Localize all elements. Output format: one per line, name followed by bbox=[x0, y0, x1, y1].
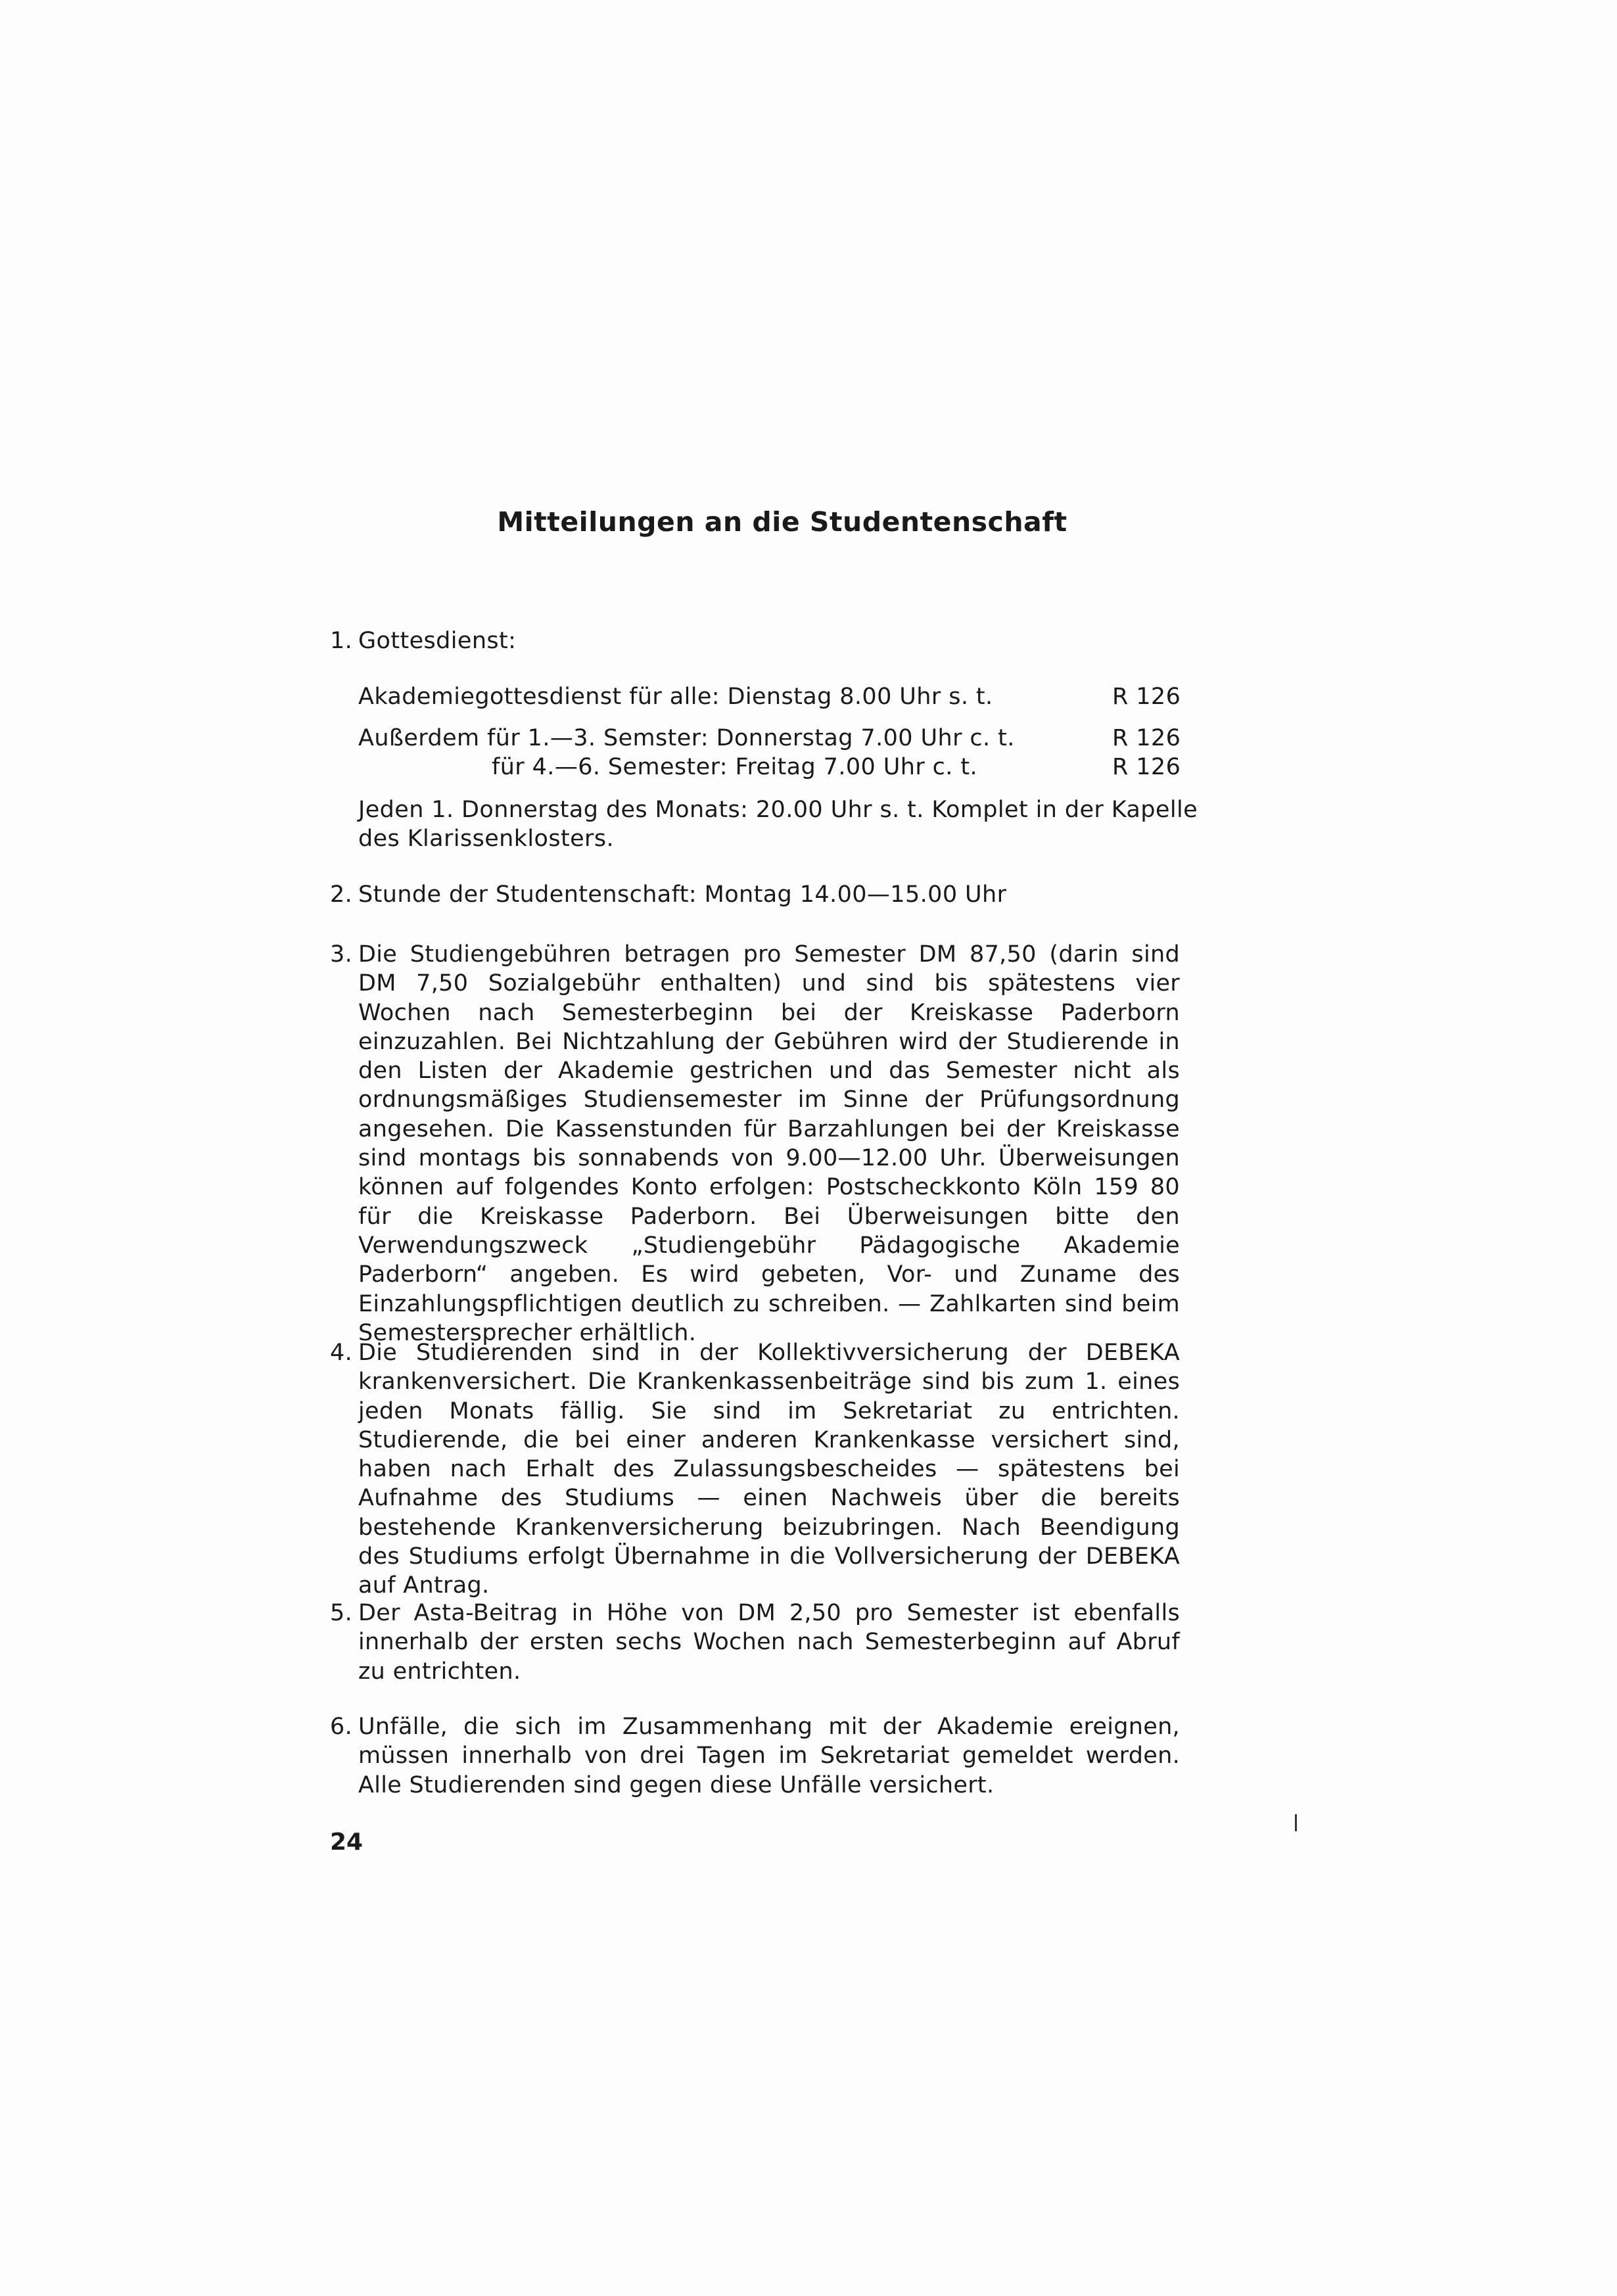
section-2-text: Stunde der Studentenschaft: Montag 14.00—15.00 Uhr bbox=[358, 881, 1007, 908]
section-4-text: Die Studierenden sind in der Kollektivversicherung der DEBEKA krankenversichert. Die Krankenkassenbeiträge sind bis zum 1. eines jeden Monats fällig. Sie sind im Sekretariat zu entrichten. Studierende, die bei einer anderen Krankenkasse versichert sind, haben nach Erhalt des Zulassungsbescheides — spätestens bei Aufnahme des Studiums — einen Nachweis über die bereits bestehende Krankenversicherung beizubringen. Nach Beendigung des Studiums erfolgt Übernahme in die Vollversicherung der DEBEKA auf Antrag. bbox=[358, 1340, 1180, 1599]
schedule-row-2-room: R 126 bbox=[1112, 725, 1181, 751]
schedule-row-3-room: R 126 bbox=[1112, 754, 1181, 780]
section-4-number: 4. bbox=[330, 1340, 353, 1366]
section-6-text: Unfälle, die sich im Zusammenhang mit der Akademie ereignen, müssen innerhalb von drei Tagen im Sekretariat gemeldet werden. Alle Studierenden sind gegen diese Unfälle versichert. bbox=[358, 1714, 1180, 1798]
schedule-row-1-room: R 126 bbox=[1112, 684, 1181, 710]
section-1-note-line-1: Jeden 1. Donnerstag des Monats: 20.00 Uhr s. t. Komplet in der Kapelle bbox=[358, 797, 1198, 823]
section-3-text: Die Studiengebühren betragen pro Semester DM 87,50 (darin sind DM 7,50 Sozialgebühr enthalten) und sind bis spätestens vier Wochen nach Semesterbeginn bei der Kreiskasse Paderborn einzuzahlen. Bei Nichtzahlung der Gebühren wird der Studierende in den Listen der Akademie gestrichen und das Semester nicht als ordnungsmäßiges Studiensemester im Sinne der Prüfungsordnung angesehen. Die Kassenstunden für Barzahlungen bei der Kreiskasse sind montags bis sonnabends von 9.00—12.00 Uhr. Überweisungen können auf folgendes Konto erfolgen: Postscheckkonto Köln 159 80 für die Kreiskasse Paderborn. Bei Überweisungen bitte den Verwendungszweck „Studiengebühr Pädagogische Akademie Paderborn“ angeben. Es wird gebeten, Vor- und Zuname des Einzahlungspflichtigen deutlich zu schreiben. — Zahlkarten sind beim Semestersprecher erhältlich. bbox=[358, 941, 1180, 1346]
margin-mark bbox=[1295, 1814, 1297, 1831]
page-title: Mitteilungen an die Studentenschaft bbox=[497, 506, 1067, 538]
schedule-row-2-label: Außerdem für 1.—3. Semster: Donnerstag 7.00 Uhr c. t. bbox=[358, 725, 1015, 751]
section-1-note-line-2: des Klarissenklosters. bbox=[358, 826, 614, 852]
section-2-number: 2. bbox=[330, 881, 353, 908]
page-number: 24 bbox=[330, 1829, 363, 1856]
section-3-number: 3. bbox=[330, 941, 353, 968]
section-1-heading: Gottesdienst: bbox=[358, 628, 517, 654]
section-5-text: Der Asta-Beitrag in Höhe von DM 2,50 pro Semester ist ebenfalls innerhalb der ersten sechs Wochen nach Semesterbeginn auf Abruf zu entrichten. bbox=[358, 1600, 1180, 1685]
section-5-number: 5. bbox=[330, 1600, 353, 1626]
schedule-row-3-label: für 4.—6. Semester: Freitag 7.00 Uhr c. t. bbox=[492, 754, 977, 780]
section-6-number: 6. bbox=[330, 1714, 353, 1740]
section-1-number: 1. bbox=[330, 628, 353, 654]
schedule-row-1-label: Akademiegottesdienst für alle: Dienstag 8.00 Uhr s. t. bbox=[358, 684, 993, 710]
